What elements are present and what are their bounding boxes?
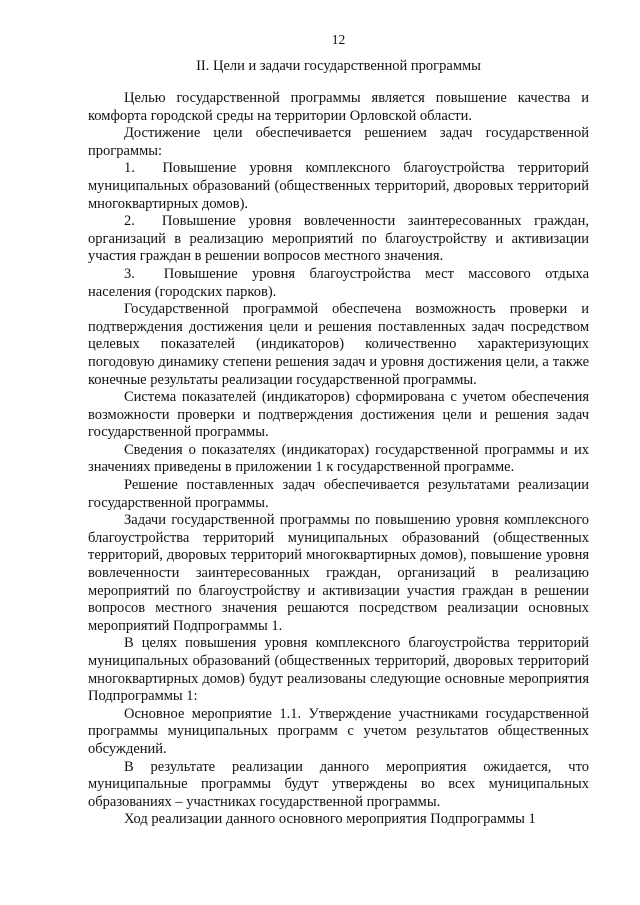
section-heading: II. Цели и задачи государственной программы — [196, 58, 481, 74]
paragraph-main-activities: В целях повышения уровня комплексного благоустройства территорий муниципальных образований (общественных территорий, дворовых территорий многоквартирных домов) будут реализованы следующие основные мероприятия Подпрограммы 1: — [88, 635, 589, 705]
paragraph-goal: Целью государственной программы является повышение качества и комфорта городской среды на территории Орловской области. — [88, 90, 589, 124]
document-page — [88, 32, 589, 829]
paragraph-verification: Государственной программой обеспечена возможность проверки и подтверждения достижения цели и решения поставленных задач посредством целевых показателей (индикаторов) количественно характеризующих погодовую динамику степени решения задач и уровня достижения цели, а также конечные результаты реализации государственной программы. — [88, 301, 589, 388]
paragraph-indicator-system: Система показателей (индикаторов) сформирована с учетом обеспечения возможности проверки и подтверждения достижения цели и решения задач государственной программы. — [88, 389, 589, 441]
paragraph-main-activity-1-1: Основное мероприятие 1.1. Утверждение участниками государственной программы муниципальных программ с учетом результатов общественных обсуждений. — [88, 705, 589, 757]
task-item-3: 3. Повышение уровня благоустройства мест массового отдыха населения (городских парков). — [88, 265, 589, 300]
paragraph-tasks-subprogram: Задачи государственной программы по повышению уровня комплексного благоустройства территорий муниципальных образований (общественных территорий, дворовых территорий многоквартирных домов), повышение уровня вовлеченности заинтересованных граждан, организаций в реализацию мероприятий по благоустройству и активизации участия граждан в решении вопросов местного значения решаются посредством реализации основных мероприятий Подпрограммы 1. — [88, 512, 589, 634]
paragraph-goal-achievement: Достижение цели обеспечивается решением задач государственной программы: — [88, 125, 589, 159]
task-item-1: 1. Повышение уровня комплексного благоустройства территорий муниципальных образований (общественных территорий, дворовых территорий многоквартирных домов). — [88, 160, 589, 212]
paragraph-expected-result: В результате реализации данного мероприятия ожидается, что муниципальные программы будут утверждены во всех муниципальных образованиях – участниках государственной программы. — [88, 758, 589, 810]
page-number: 12 — [331, 32, 346, 47]
paragraph-indicator-info: Сведения о показателях (индикаторах) государственной программы и их значениях приведены в приложении 1 к государственной программе. — [88, 441, 589, 476]
paragraph-progress: Ход реализации данного основного мероприятия Подпрограммы 1 — [124, 811, 536, 828]
paragraph-task-solution: Решение поставленных задач обеспечивается результатами реализации государственной программы. — [88, 477, 589, 511]
task-item-2: 2. Повышение уровня вовлеченности заинтересованных граждан, организаций в реализацию мероприятий по благоустройству и активизации участия граждан в решении вопросов местного значения. — [88, 213, 589, 265]
